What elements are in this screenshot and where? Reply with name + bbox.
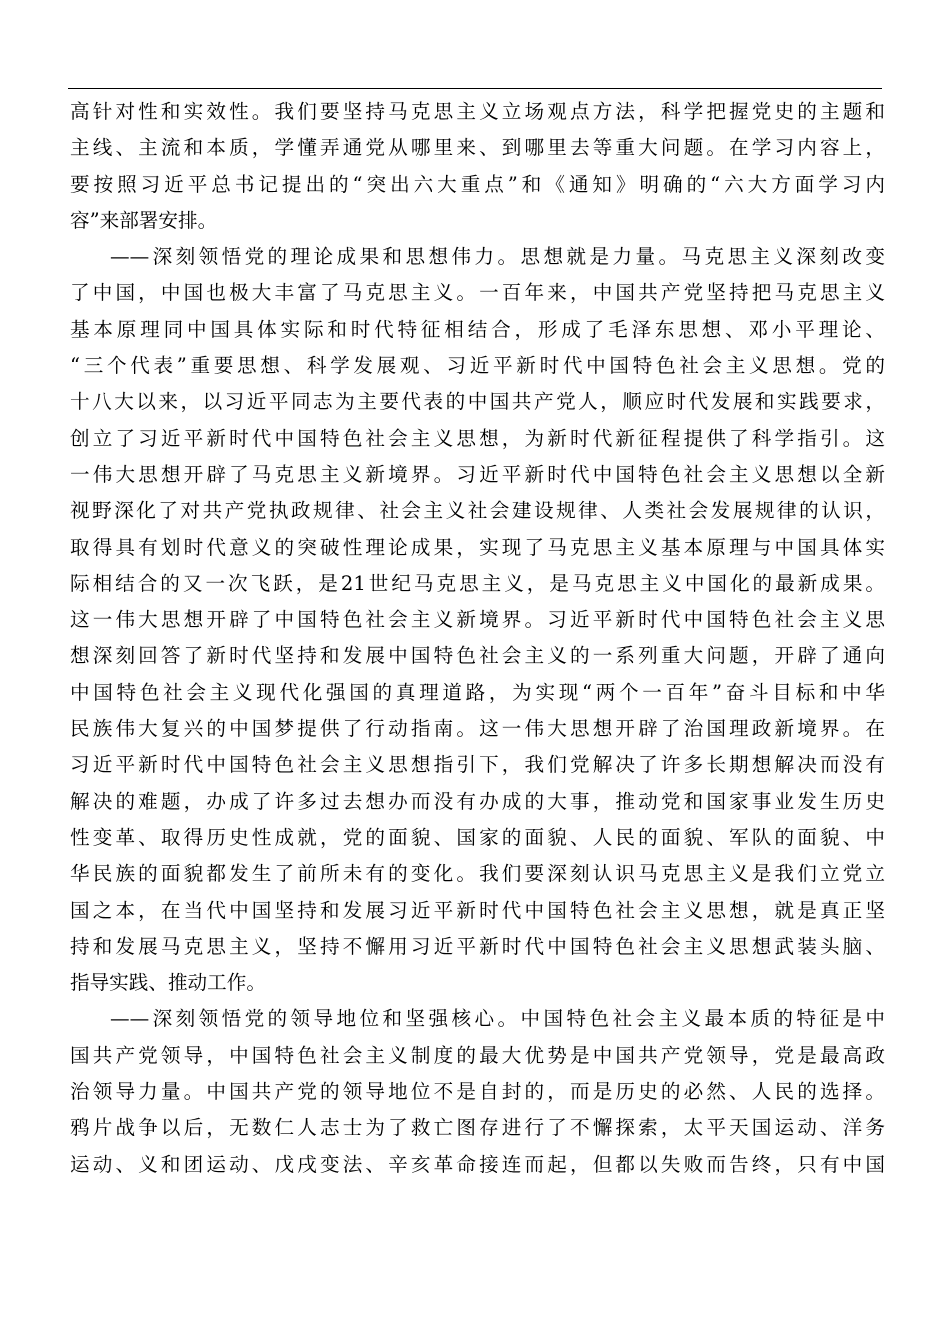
text-line: 取得具有划时代意义的突破性理论成果，实现了马克思主义基本原理与中国具体实 — [70, 535, 885, 559]
text-line: 要按照习近平总书记提出的“突出六大重点”和《通知》明确的“六大方面学习内 — [70, 172, 885, 196]
text-line: ——深刻领悟党的领导地位和坚强核心。中国特色社会主义最本质的特征是中 — [110, 1007, 885, 1031]
document-body — [70, 94, 885, 1183]
text-line: 主线、主流和本质，学懂弄通党从哪里来、到哪里去等重大问题。在学习内容上， — [70, 136, 885, 160]
text-line: “三个代表”重要思想、科学发展观、习近平新时代中国特色社会主义思想。党的 — [70, 354, 885, 378]
text-line: 指导实践、推动工作。 — [70, 971, 266, 995]
text-line: 解决的难题，办成了许多过去想办而没有办成的大事，推动党和国家事业发生历史 — [70, 789, 885, 813]
text-line: 十八大以来，以习近平同志为主要代表的中国共产党人，顺应时代发展和实践要求， — [70, 390, 885, 414]
text-line: 视野深化了对共产党执政规律、社会主义社会建设规律、人类社会发展规律的认识， — [70, 499, 885, 523]
text-line: ——深刻领悟党的理论成果和思想伟力。思想就是力量。马克思主义深刻改变 — [110, 245, 885, 269]
paragraph — [70, 239, 885, 1001]
text-line: 了中国，中国也极大丰富了马克思主义。一百年来，中国共产党坚持把马克思主义 — [70, 281, 885, 305]
text-line: 基本原理同中国具体实际和时代特征相结合，形成了毛泽东思想、邓小平理论、 — [70, 317, 885, 341]
text-line: 运动、义和团运动、戊戌变法、辛亥革命接连而起，但都以失败而告终，只有中国 — [70, 1152, 885, 1176]
text-line: 想深刻回答了新时代坚持和发展中国特色社会主义的一系列重大问题，开辟了通向 — [70, 644, 885, 668]
paragraph — [70, 94, 885, 239]
text-line: 习近平新时代中国特色社会主义思想指引下，我们党解决了许多长期想解决而没有 — [70, 753, 885, 777]
text-line: 这一伟大思想开辟了中国特色社会主义新境界。习近平新时代中国特色社会主义思 — [70, 608, 885, 632]
text-line: 一伟大思想开辟了马克思主义新境界。习近平新时代中国特色社会主义思想以全新 — [70, 462, 885, 486]
text-line: 国之本，在当代中国坚持和发展习近平新时代中国特色社会主义思想，就是真正坚 — [70, 898, 885, 922]
text-line: 华民族的面貌都发生了前所未有的变化。我们要深刻认识马克思主义是我们立党立 — [70, 862, 885, 886]
text-line: 国共产党领导，中国特色社会主义制度的最大优势是中国共产党领导，党是最高政 — [70, 1043, 885, 1067]
text-line: 鸦片战争以后，无数仁人志士为了救亡图存进行了不懈探索，太平天国运动、洋务 — [70, 1116, 885, 1140]
text-line: 容”来部署安排。 — [70, 208, 218, 232]
header-rule — [68, 88, 882, 89]
text-line: 持和发展马克思主义，坚持不懈用习近平新时代中国特色社会主义思想武装头脑、 — [70, 934, 885, 958]
text-line: 民族伟大复兴的中国梦提供了行动指南。这一伟大思想开辟了治国理政新境界。在 — [70, 717, 885, 741]
text-line: 高针对性和实效性。我们要坚持马克思主义立场观点方法，科学把握党史的主题和 — [70, 100, 885, 123]
text-line: 治领导力量。中国共产党的领导地位不是自封的，而是历史的必然、人民的选择。 — [70, 1080, 885, 1104]
text-line: 中国特色社会主义现代化强国的真理道路，为实现“两个一百年”奋斗目标和中华 — [70, 680, 885, 704]
text-line: 际相结合的又一次飞跃，是21世纪马克思主义，是马克思主义中国化的最新成果。 — [70, 571, 885, 595]
text-line: 创立了习近平新时代中国特色社会主义思想，为新时代新征程提供了科学指引。这 — [70, 426, 885, 450]
text-line: 性变革、取得历史性成就，党的面貌、国家的面貌、人民的面貌、军队的面貌、中 — [70, 825, 885, 849]
paragraph — [70, 1001, 885, 1182]
